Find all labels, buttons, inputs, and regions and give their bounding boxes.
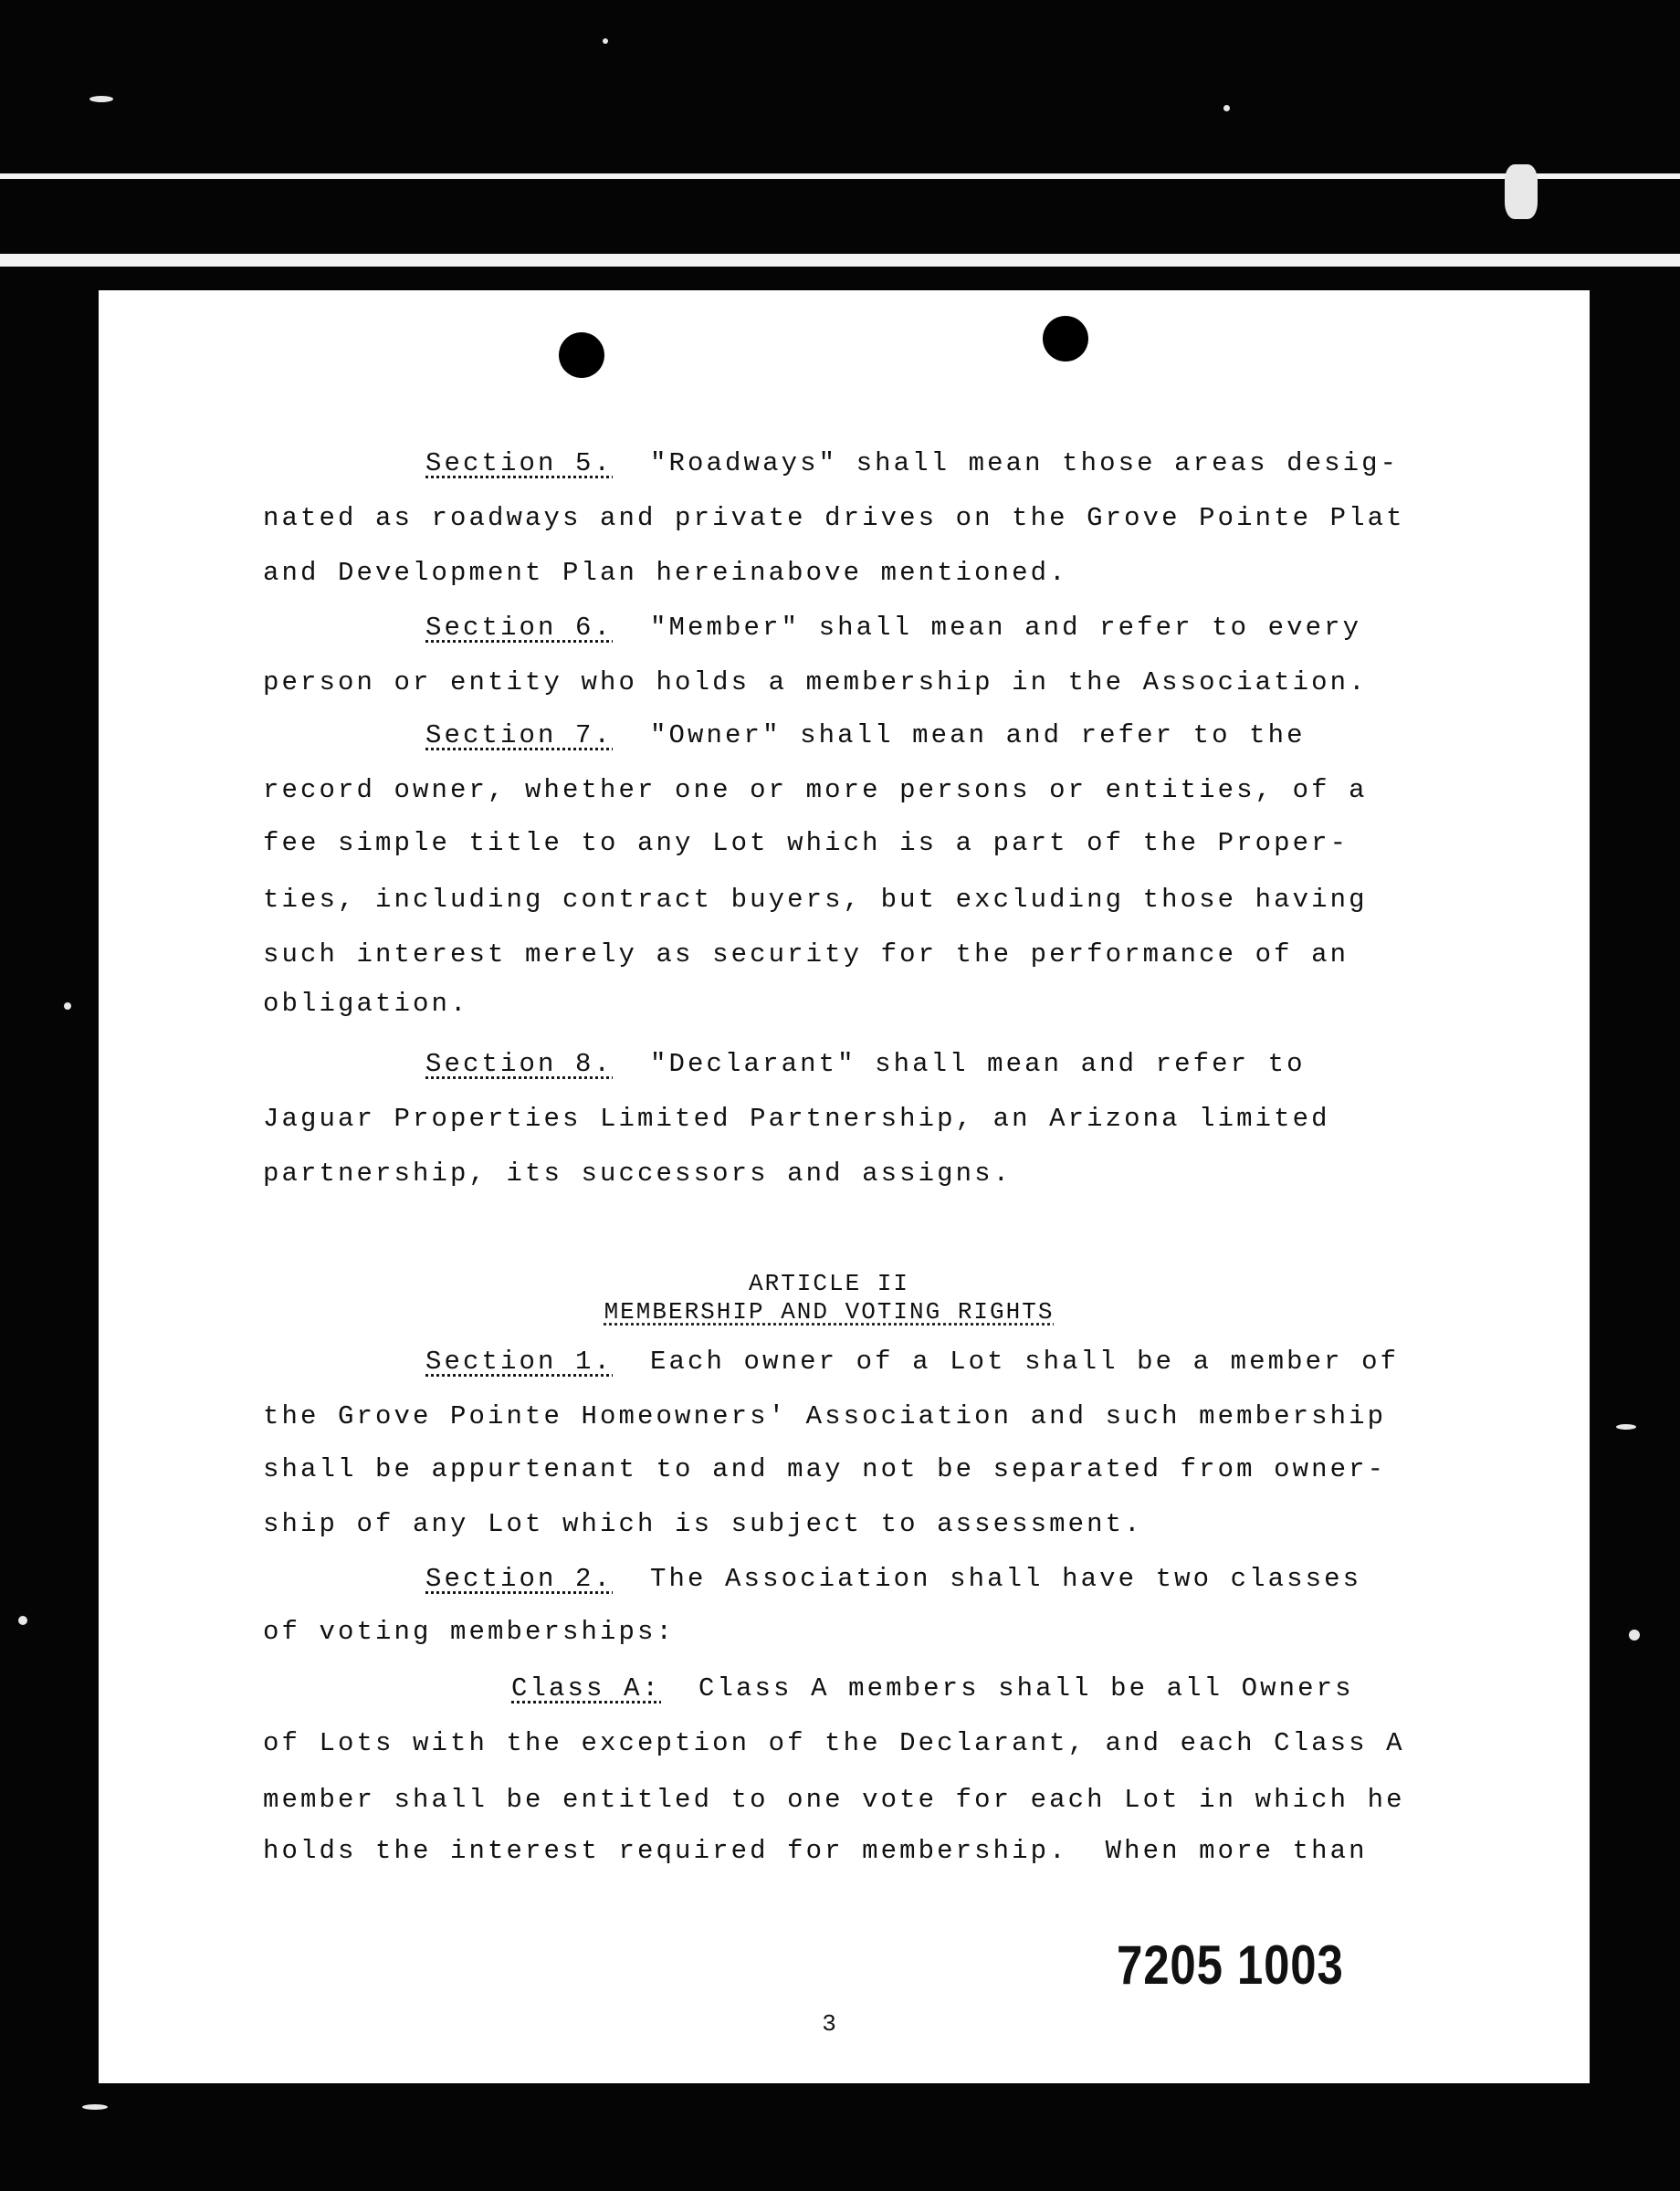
paragraph-line: ship of any Lot which is subject to assessment. <box>263 1509 1143 1539</box>
paragraph-line: the Grove Pointe Homeowners' Association and such membership <box>263 1401 1387 1431</box>
paragraph-line: shall be appurtenant to and may not be separated from owner- <box>263 1454 1387 1484</box>
paragraph-text: Class A members shall be all Owners <box>698 1673 1354 1704</box>
section-heading: Section 1. <box>425 1347 614 1377</box>
paragraph-line: of voting memberships: <box>263 1617 676 1647</box>
paragraph-text: "Roadways" shall mean those areas desig- <box>650 448 1400 478</box>
paragraph-line <box>511 1672 1354 1705</box>
section-heading: Section 7. <box>425 720 614 750</box>
scan-speck <box>1223 105 1230 111</box>
article-subtitle: MEMBERSHIP AND VOTING RIGHTS <box>604 1298 1055 1326</box>
class-heading: Class A: <box>511 1673 662 1704</box>
scanner-line-bottom <box>0 254 1680 267</box>
paragraph-line <box>425 612 1361 645</box>
paragraph-line: person or entity who holds a membership in the Association. <box>263 667 1368 697</box>
document-page <box>99 290 1590 2083</box>
paragraph-line: fee simple title to any Lot which is a part of the Proper- <box>263 828 1349 858</box>
paragraph-line: obligation. <box>263 989 469 1019</box>
section-heading: Section 5. <box>425 448 614 478</box>
article-title: ARTICLE II <box>748 1270 910 1297</box>
scan-speck <box>1505 164 1538 219</box>
punch-hole-left <box>559 332 604 378</box>
paragraph-text: "Owner" shall mean and refer to the <box>650 720 1306 750</box>
paragraph-line: and Development Plan hereinabove mentioned. <box>263 558 1068 588</box>
paragraph-line: such interest merely as security for the performance of an <box>263 939 1349 970</box>
paragraph-line <box>425 1563 1361 1596</box>
paragraph-text: "Member" shall mean and refer to every <box>650 613 1362 643</box>
paragraph-text: Each owner of a Lot shall be a member of <box>650 1347 1400 1377</box>
paragraph-line <box>425 1346 1399 1379</box>
recording-stamp: 7205 1003 <box>1117 1934 1344 1996</box>
paragraph-line: record owner, whether one or more persons or entities, of a <box>263 775 1368 805</box>
paragraph-text: The Association shall have two classes <box>650 1564 1362 1594</box>
paragraph-line <box>425 447 1399 480</box>
scan-speck <box>64 1002 71 1010</box>
paragraph-text: "Declarant" shall mean and refer to <box>650 1049 1306 1079</box>
paragraph-line: ties, including contract buyers, but excluding those having <box>263 885 1368 915</box>
section-heading: Section 2. <box>425 1564 614 1594</box>
section-heading: Section 6. <box>425 613 614 643</box>
paragraph-line: of Lots with the exception of the Declarant, and each Class A <box>263 1728 1405 1758</box>
page-number: 3 <box>822 2010 836 2038</box>
scan-speck <box>1616 1424 1636 1430</box>
scan-speck <box>82 2104 108 2110</box>
paragraph-line: partnership, its successors and assigns. <box>263 1158 1013 1189</box>
scan-speck <box>603 38 608 44</box>
scan-speck <box>18 1616 27 1625</box>
scan-speck <box>1629 1630 1640 1641</box>
punch-hole-right <box>1043 316 1088 362</box>
paragraph-line <box>425 1048 1306 1081</box>
paragraph-line: Jaguar Properties Limited Partnership, an Arizona limited <box>263 1104 1330 1134</box>
paragraph-line: holds the interest required for membership. When more than <box>263 1836 1368 1866</box>
scan-speck <box>89 96 113 102</box>
section-heading: Section 8. <box>425 1049 614 1079</box>
scanner-line-top <box>0 173 1680 179</box>
paragraph-line: nated as roadways and private drives on the Grove Pointe Plat <box>263 503 1405 533</box>
paragraph-line <box>425 719 1306 752</box>
paragraph-line: member shall be entitled to one vote for each Lot in which he <box>263 1785 1405 1815</box>
